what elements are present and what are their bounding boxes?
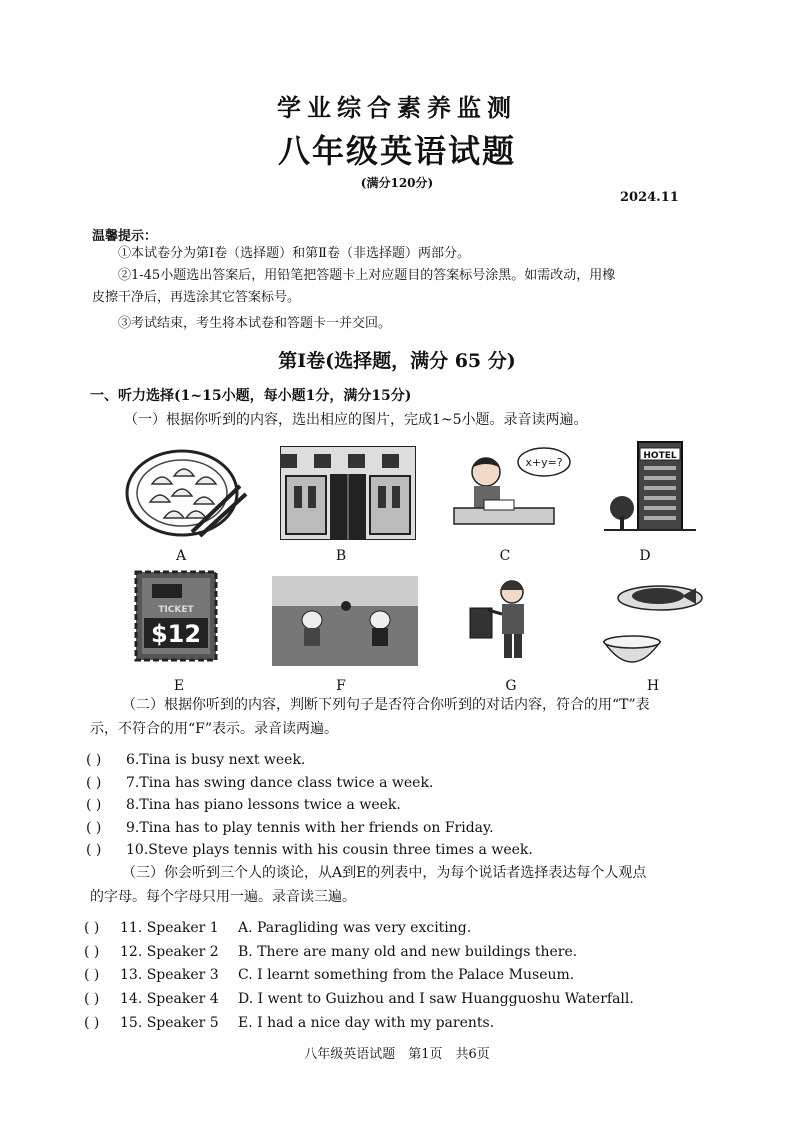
tip-item-2-cont: 皮擦干净后，再选涂其它答案标号。 [92, 290, 301, 305]
picture-d-hotel [600, 436, 746, 530]
tip-item-1: ①本试卷分为第Ⅰ卷（选择题）和第Ⅱ卷（非选择题）两部分。 [118, 246, 470, 261]
picture-h-label: H [646, 678, 660, 694]
part-1-title: 第Ⅰ卷(选择题，满分 65 分) [278, 350, 516, 372]
answer-blank[interactable]: ( ) [86, 820, 102, 836]
question-7: ( ) 7.Tina has swing dance class twice a week. [86, 775, 434, 791]
question-12: ( ) 12. Speaker 2 B. There are many old and new buildings there. [84, 944, 578, 960]
picture-a-dumplings [122, 446, 268, 540]
question-8: ( ) 8.Tina has piano lessons twice a week. [86, 797, 401, 813]
question-9: ( ) 9.Tina has to play tennis with her friends on Friday. [86, 820, 494, 836]
question-13: ( ) 13. Speaker 3 C. I learnt something from the Palace Museum. [84, 967, 575, 983]
picture-e-price: $12 [150, 620, 202, 648]
question-6: ( ) 6.Tina is busy next week. [86, 752, 306, 768]
picture-e-ticket-word: TICKET [158, 605, 194, 615]
picture-h-fish-rice [596, 576, 742, 670]
tip-item-2: ②1-45小题选出答案后，用铅笔把答题卡上对应题目的答案标号涂黑。如需改动，用橡 [118, 268, 616, 283]
answer-blank[interactable]: ( ) [84, 920, 100, 936]
section-2-instruction: （二）根据你听到的内容，判断下列句子是否符合你听到的对话内容，符合的用“T”表 [122, 697, 650, 713]
picture-d-label: D [639, 548, 651, 564]
answer-blank[interactable]: ( ) [84, 991, 100, 1007]
picture-a-label: A [175, 548, 187, 564]
picture-f-kids-playing [272, 576, 418, 670]
answer-blank[interactable]: ( ) [86, 797, 102, 813]
picture-f-label: F [336, 678, 346, 694]
full-score: (满分120分) [360, 176, 434, 190]
section-3-instruction: （三）你会听到三个人的谈论，从A到E的列表中，为每个说话者选择表达每个人观点 [122, 865, 647, 881]
section-3-instruction-cont: 的字母。每个字母只用一遍。录音读三遍。 [90, 889, 356, 905]
picture-c-label: C [499, 548, 511, 564]
answer-blank[interactable]: ( ) [86, 752, 102, 768]
exam-series-title: 学业综合素养监测 [277, 93, 517, 122]
picture-c-bubble-text: x+y=? [525, 456, 563, 469]
section-2-instruction-cont: 示，不符合的用“F”表示。录音读两遍。 [90, 721, 339, 737]
picture-b-clothing-store [280, 446, 426, 540]
picture-e-ticket [134, 570, 280, 664]
answer-blank[interactable]: ( ) [84, 944, 100, 960]
answer-blank[interactable]: ( ) [84, 1015, 100, 1031]
section-1-sub-1: （一）根据你听到的内容，选出相应的图片，完成1~5小题。录音读两遍。 [124, 412, 588, 428]
picture-d-sign: HOTEL [643, 451, 677, 461]
answer-blank[interactable]: ( ) [86, 775, 102, 791]
section-1-title: 一、听力选择(1~15小题，每小题1分，满分15分) [90, 388, 412, 404]
picture-b-label: B [335, 548, 347, 564]
answer-blank[interactable]: ( ) [86, 842, 102, 858]
picture-g-label: G [505, 678, 517, 694]
question-14: ( ) 14. Speaker 4 D. I went to Guizhou and I saw Huangguoshu Waterfall. [84, 991, 634, 1007]
question-11: ( ) 11. Speaker 1 A. Paragliding was very exciting. [84, 920, 472, 936]
exam-title: 八年级英语试题 [277, 132, 516, 170]
tip-item-3: ③考试结束，考生将本试卷和答题卡一并交回。 [118, 316, 392, 331]
page-footer: 八年级英语试题 第1页 共6页 [304, 1047, 490, 1062]
question-10: ( ) 10.Steve plays tennis with his cousin three times a week. [86, 842, 533, 858]
exam-date: 2024.11 [620, 190, 679, 205]
picture-c-student-math [444, 436, 590, 530]
answer-blank[interactable]: ( ) [84, 967, 100, 983]
picture-g-boy-recycling [466, 574, 612, 668]
picture-e-label: E [173, 678, 185, 694]
question-15: ( ) 15. Speaker 5 E. I had a nice day with my parents. [84, 1015, 495, 1031]
tips-title: 温馨提示： [92, 229, 158, 244]
